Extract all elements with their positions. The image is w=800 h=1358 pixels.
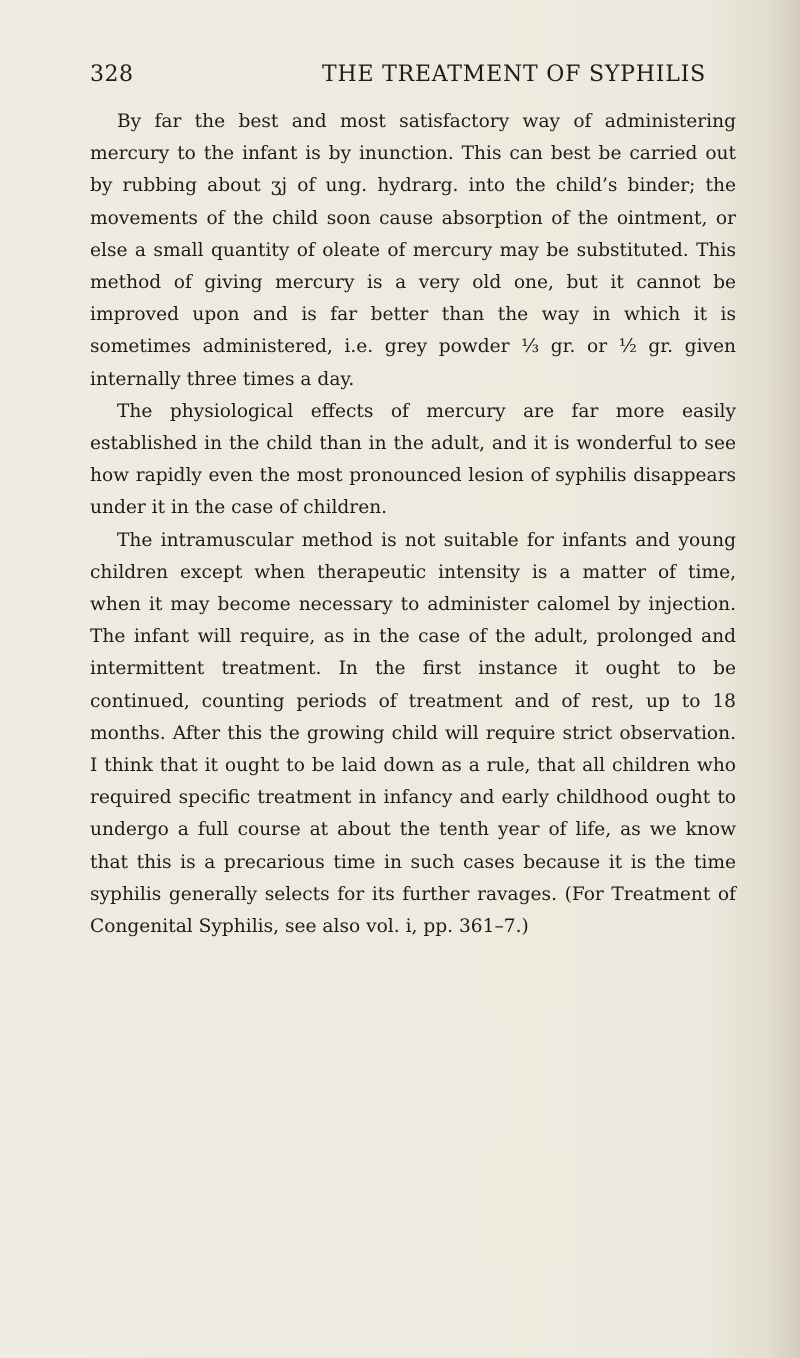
page-header — [90, 62, 730, 92]
paragraph-intramuscular-method: The intramuscular method is not suitable for infants and young children except when therapeutic intensity is a matter of time, when it may become necessary to administer calomel by injection. The infant will require, as in the case of the adult, prolonged and intermittent treatment. In the first instance it ought to be continued, counting periods of treatment and of rest, up to 18 months. After this the growing child will require strict observation. I think that it ought to be laid down as a rule, that all children who required specific treatment in infancy and early childhood ought to undergo a full course at about the tenth year of life, as we know that this is a precarious time in such cases because it is the time syphilis generally selects for its further ravages. (For Treatment of Congenital Syphilis, see also vol. i, pp. 361–7.) — [90, 529, 736, 938]
running-title: THE TREATMENT OF SYPHILIS — [322, 62, 707, 87]
paragraph-physiological-effects: The physiological effects of mercury are far more easily established in the child than in the adult, and it is wonderful to see how rapidly even the most pronounced lesion of syphilis disappears under it in the case of children. — [90, 400, 736, 519]
body-text — [90, 106, 736, 943]
paragraph-inunction: By far the best and most satisfactory way of administering mercury to the infant is by inunction. This can best be carried out by rubbing about ʒj of ung. hydrarg. into the child’s binder; the movements of the child soon cause absorption of the ointment, or else a small quantity of oleate of mercury may be substituted. This method of giving mercury is a very old one, but it cannot be improved upon and is far better than the way in which it is sometimes administered, i.e. grey powder ⅓ gr. or ½ gr. given internally three times a day. — [90, 111, 736, 390]
page-number: 328 — [90, 62, 134, 87]
